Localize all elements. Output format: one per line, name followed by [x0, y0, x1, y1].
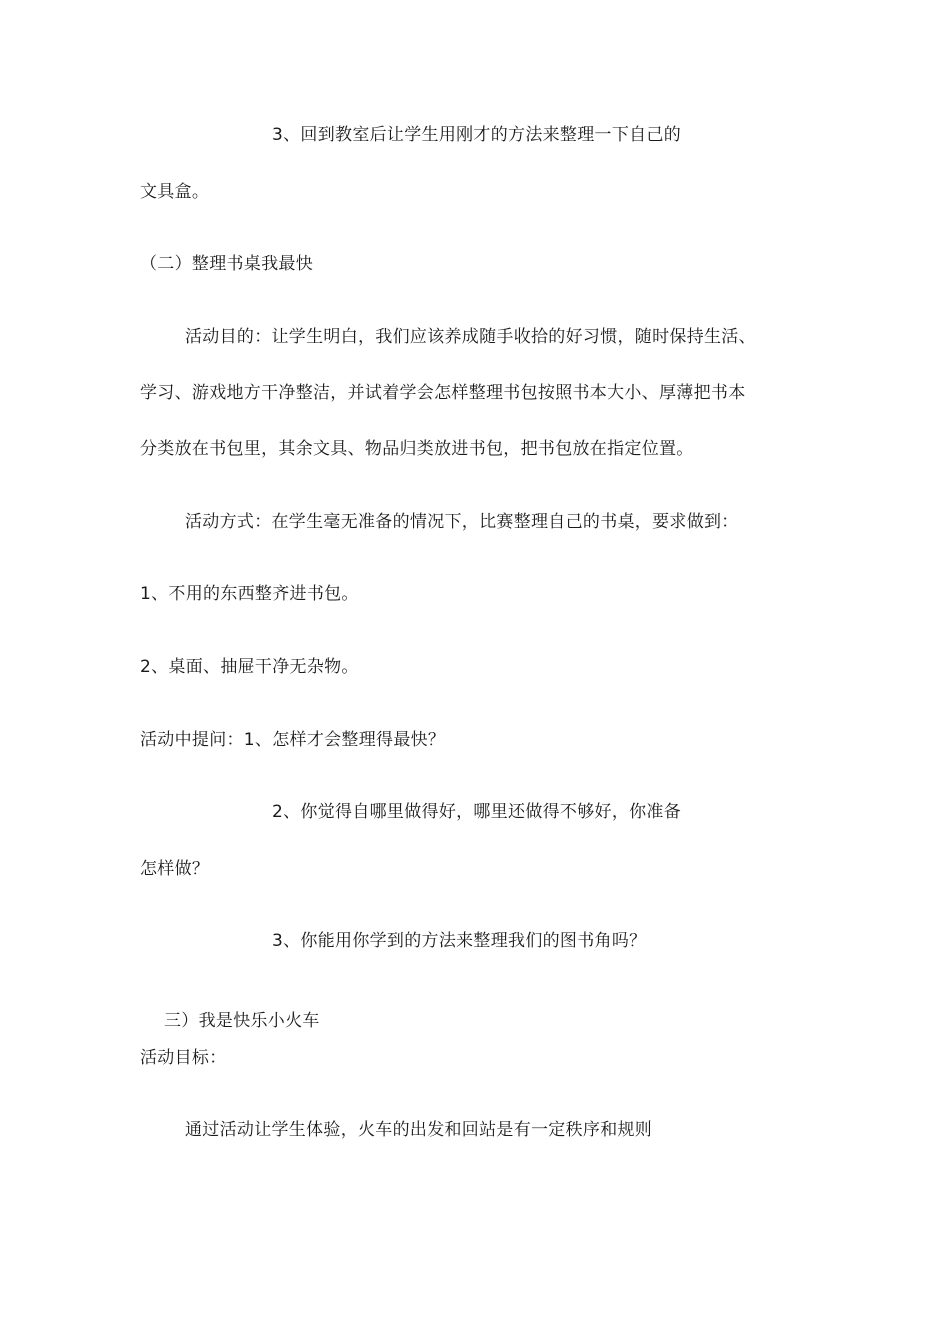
- paragraph-line: 2、你觉得自哪里做得好，哪里还做得不够好，你准备: [272, 802, 682, 822]
- list-item: 2、桌面、抽屉干净无杂物。: [140, 657, 359, 677]
- list-item: 1、不用的东西整齐进书包。: [140, 584, 359, 604]
- paragraph-line: 文具盒。: [140, 182, 210, 202]
- paragraph-line: 通过活动让学生体验，火车的出发和回站是有一定秩序和规则: [185, 1120, 653, 1140]
- paragraph-line: 活动目的：让学生明白，我们应该养成随手收拾的好习惯，随时保持生活、: [185, 327, 756, 347]
- paragraph-line: 分类放在书包里，其余文具、物品归类放进书包，把书包放在指定位置。: [140, 439, 694, 459]
- paragraph-line: 活动目标：: [140, 1048, 227, 1068]
- paragraph-line: 3、回到教室后让学生用刚才的方法来整理一下自己的: [272, 125, 682, 145]
- section-heading: 三）我是快乐小火车: [164, 1011, 320, 1031]
- paragraph-line: 3、你能用你学到的方法来整理我们的图书角吗？: [272, 931, 647, 951]
- section-heading: （二）整理书桌我最快: [140, 254, 313, 274]
- paragraph-line: 活动方式：在学生毫无准备的情况下，比赛整理自己的书桌，要求做到：: [185, 512, 739, 532]
- paragraph-line: 活动中提问：1、怎样才会整理得最快？: [140, 730, 446, 750]
- paragraph-line: 怎样做？: [140, 859, 210, 879]
- paragraph-line: 学习、游戏地方干净整洁，并试着学会怎样整理书包按照书本大小、厚薄把书本: [140, 383, 746, 403]
